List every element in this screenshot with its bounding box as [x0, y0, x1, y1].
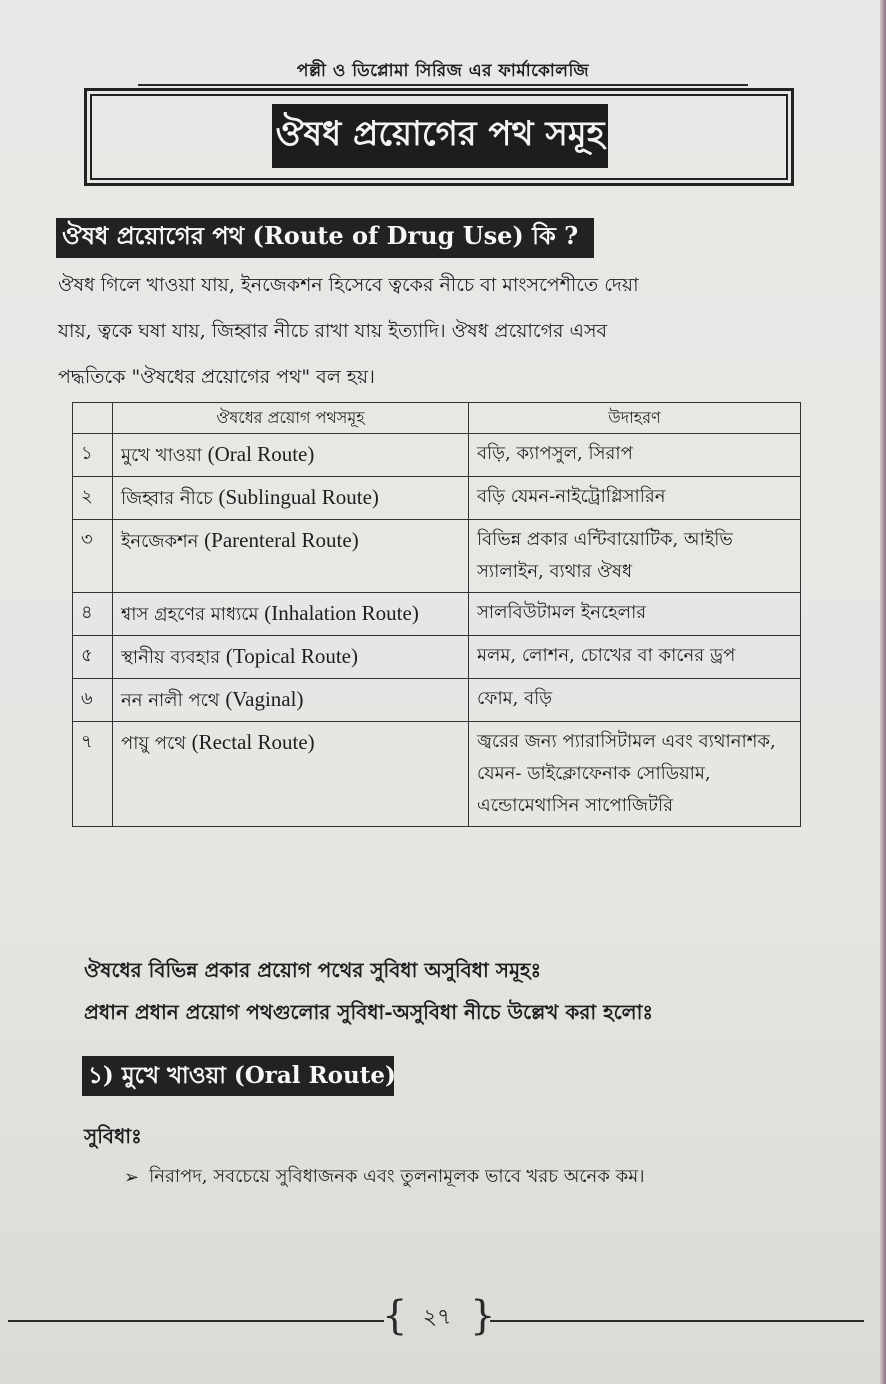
bullet-text: নিরাপদ, সবচেয়ে সুবিধাজনক এবং তুলনামূলক ভাবে খরচ অনেক কম। [149, 1166, 645, 1187]
table-row [73, 722, 801, 827]
table-row [73, 593, 801, 636]
routes-table [72, 402, 801, 827]
header-cell-route: ঔষধের প্রয়োগ পথসমূহ [113, 403, 469, 434]
example-cell: মলম, লোশন, চোখের বা কানের ড্রপ [469, 636, 801, 679]
route-en: (Oral Route) [207, 442, 315, 466]
route-bn: পায়ু পথে [121, 733, 186, 754]
route-cell [113, 636, 469, 679]
row-number: ৬ [73, 679, 113, 722]
route-bn: স্থানীয় ব্যবহার [121, 647, 221, 668]
footer-rule-left [8, 1320, 384, 1322]
route-en: (Vaginal) [225, 687, 304, 711]
table-row [73, 520, 801, 593]
header-cell-example: উদাহরণ [469, 403, 801, 434]
arrow-bullet-icon: ➢ [124, 1167, 140, 1188]
example-cell: বড়ি যেমন-নাইট্রোগ্লিসারিন [469, 477, 801, 520]
row-number: ৪ [73, 593, 113, 636]
oral-route-heading: ১) মুখে খাওয়া (Oral Route) [82, 1056, 394, 1096]
route-cell [113, 520, 469, 593]
table-header-row [73, 403, 801, 434]
route-bn: মুখে খাওয়া [121, 445, 202, 466]
footer-rule-right [490, 1320, 864, 1322]
route-cell [113, 593, 469, 636]
page-number: ২৭ [422, 1305, 452, 1330]
question-heading: ঔষধ প্রয়োগের পথ (Route of Drug Use) কি ? [56, 218, 594, 258]
row-number: ১ [73, 434, 113, 477]
paragraph-line: যায়, ত্বকে ঘষা যায়, জিহ্বার নীচে রাখা যায় ইত্যাদি। ঔষধ প্রয়োগের এসব [58, 320, 608, 342]
route-en: (Inhalation Route) [264, 601, 419, 625]
route-bn: ইনজেকশন [121, 531, 199, 552]
row-number: ২ [73, 477, 113, 520]
example-cell: সালবিউটামল ইনহেলার [469, 593, 801, 636]
chapter-title: ঔষধ প্রয়োগের পথ সমূহ [272, 104, 608, 168]
example-cell: ফোম, বড়ি [469, 679, 801, 722]
row-number: ৩ [73, 520, 113, 593]
left-bracket-icon: { [382, 1293, 408, 1339]
example-cell: বিভিন্ন প্রকার এন্টিবায়োটিক, আইভি স্যালাইন, ব্যথার ঔষধ [469, 520, 801, 593]
header-cell-num [73, 403, 113, 434]
running-header: পল্লী ও ডিপ্লোমা সিরিজ এর ফার্মাকোলজি [296, 61, 590, 81]
route-cell [113, 477, 469, 520]
page-edge [880, 0, 886, 1384]
route-en: (Parenteral Route) [204, 528, 359, 552]
right-bracket-icon: } [470, 1293, 496, 1339]
paragraph-line: পদ্ধতিকে "ঔষধের প্রয়োগের পথ" বল হয়। [58, 366, 375, 388]
advantages-label: সুবিধাঃ [84, 1124, 142, 1148]
route-en: (Sublingual Route) [218, 485, 379, 509]
example-cell: জ্বরের জন্য প্যারাসিটামল এবং ব্যথানাশক, যেমন- ডাইক্লোফেনাক সোডিয়াম, এন্ডোমেথাসিন সাপোজিটরি [469, 722, 801, 827]
route-cell [113, 722, 469, 827]
paragraph-line: ঔষধ গিলে খাওয়া যায়, ইনজেকশন হিসেবে ত্বকের নীচে বা মাংসপেশীতে দেয়া [58, 274, 639, 296]
header-rule [138, 84, 748, 86]
row-number: ৭ [73, 722, 113, 827]
route-cell [113, 434, 469, 477]
table-row [73, 636, 801, 679]
example-cell: বড়ি, ক্যাপসুল, সিরাপ [469, 434, 801, 477]
route-en: (Topical Route) [225, 644, 358, 668]
advantages-intro-line-2: প্রধান প্রধান প্রয়োগ পথগুলোর সুবিধা-অসুবিধা নীচে উল্লেখ করা হলোঃ [84, 1000, 654, 1024]
route-bn: শ্বাস গ্রহণের মাধ্যমে [121, 604, 259, 625]
table-row [73, 679, 801, 722]
route-bn: জিহ্বার নীচে [121, 488, 213, 509]
table-row [73, 434, 801, 477]
route-cell [113, 679, 469, 722]
advantages-intro-line-1: ঔষধের বিভিন্ন প্রকার প্রয়োগ পথের সুবিধা অসুবিধা সমূহঃ [84, 958, 542, 982]
advantage-bullet [124, 1162, 645, 1193]
table-row [73, 477, 801, 520]
row-number: ৫ [73, 636, 113, 679]
route-bn: নন নালী পথে [121, 690, 220, 711]
definition-paragraph [58, 262, 804, 400]
route-en: (Rectal Route) [191, 730, 315, 754]
